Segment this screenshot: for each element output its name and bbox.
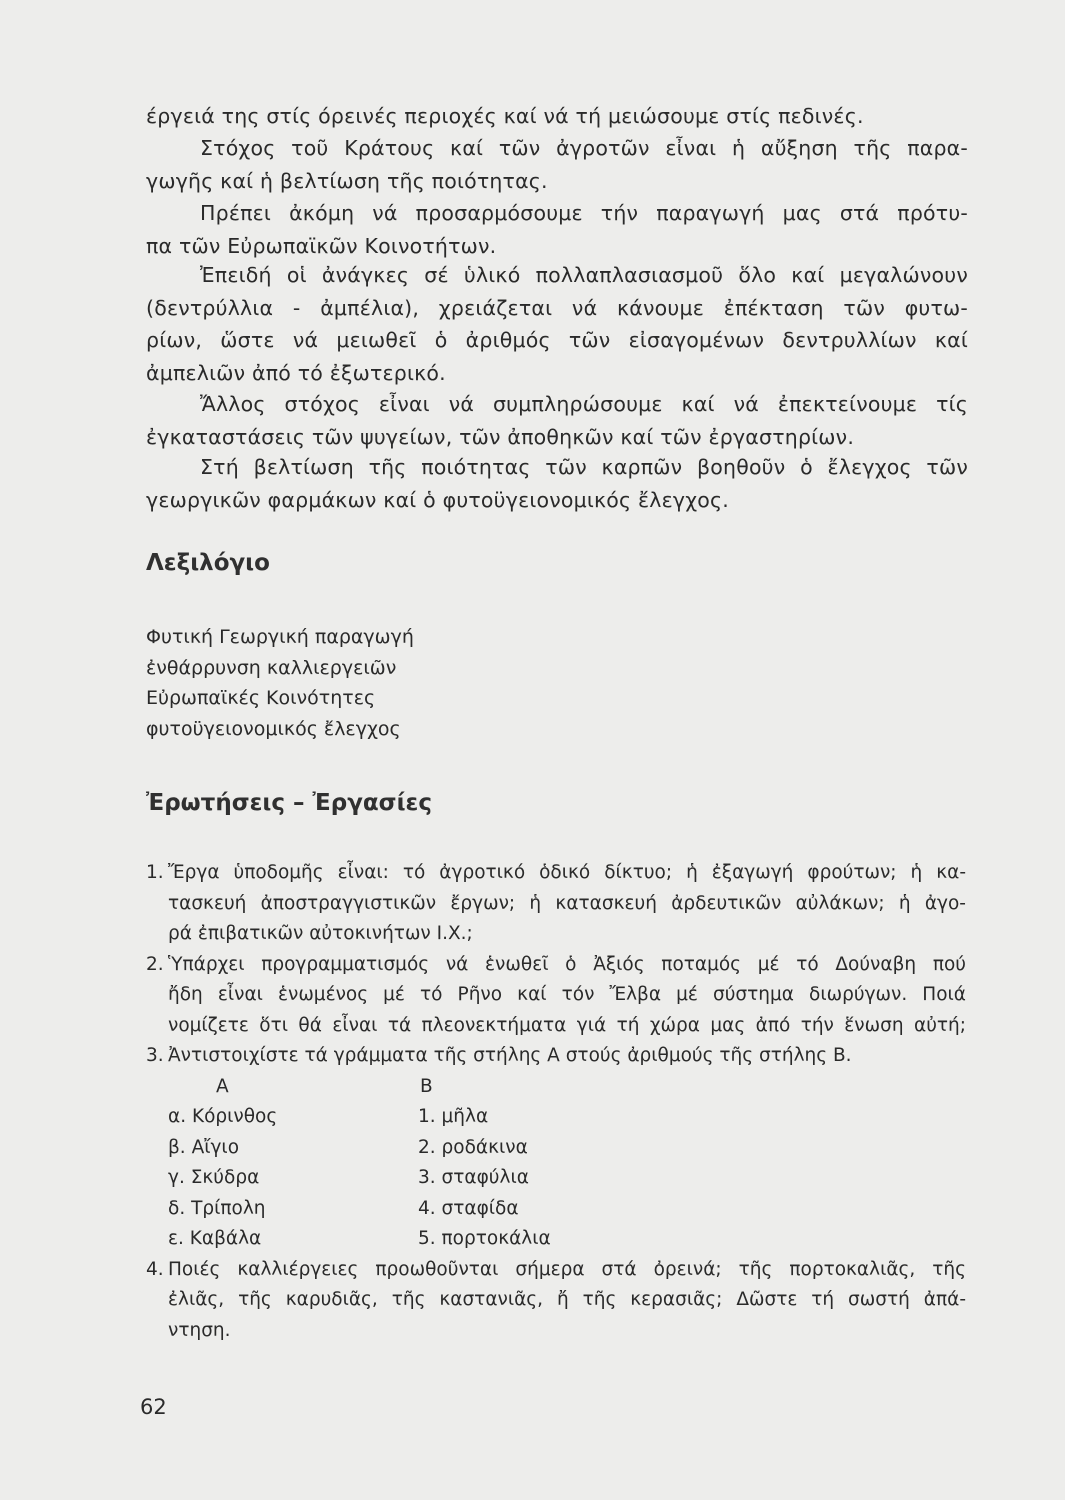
matching-row xyxy=(168,1133,966,1164)
paragraph-line: πα τῶν Εὐρωπαϊκῶν Κοινοτήτων. xyxy=(146,233,497,258)
vocabulary-item: Φυτική Γεωργική παραγωγή xyxy=(146,626,414,648)
paragraph-line: Στόχος τοῦ Κράτους καί τῶν ἀγροτῶν εἶναι ἡ αὔξηση τῆς παρα- xyxy=(200,136,968,160)
matching-exercise xyxy=(146,1072,966,1255)
question-item xyxy=(146,950,966,1042)
vocabulary-item: Εὐρωπαϊκές Κοινότητες xyxy=(146,687,376,709)
column-b-header: Β xyxy=(420,1075,433,1097)
column-b-item: 4. σταφίδα xyxy=(418,1197,519,1219)
column-a-item: α. Κόρινθος xyxy=(168,1106,278,1127)
question-line: Ὑπάρχει προγραμματισμός νά ἑνωθεῖ ὁ Ἀξιός ποταμός μέ τό Δούναβη πού xyxy=(168,953,966,975)
matching-row xyxy=(168,1163,966,1194)
questions-heading: Ἐρωτήσεις – Ἐργασίες xyxy=(146,790,432,816)
column-b-item: 2. ροδάκινα xyxy=(418,1136,528,1158)
vocabulary-heading: Λεξιλόγιο xyxy=(146,550,270,576)
paragraph-5 xyxy=(146,388,968,453)
paragraph-line: ἀμπελιῶν ἀπό τό ἐξωτερικό. xyxy=(146,360,446,385)
paragraph-6 xyxy=(146,451,968,516)
column-a-item: ε. Καβάλα xyxy=(168,1228,262,1249)
column-b-item: 1. μῆλα xyxy=(418,1106,489,1127)
column-b-item: 5. πορτοκάλια xyxy=(418,1228,551,1249)
question-item xyxy=(146,1041,966,1072)
question-line: ρά ἐπιβατικῶν αὐτοκινήτων Ι.Χ.; xyxy=(168,923,473,944)
matching-row xyxy=(168,1224,966,1255)
question-line: Ἀντιστοιχίστε τά γράμματα τῆς στήλης Α στούς ἀριθμούς τῆς στήλης Β. xyxy=(168,1045,852,1066)
matching-row xyxy=(168,1102,966,1133)
question-line: ντηση. xyxy=(168,1319,231,1341)
matching-row xyxy=(168,1194,966,1225)
question-line: ἤδη εἶναι ἑνωμένος μέ τό Ρῆνο καί τόν Ἔλβα μέ σύστημα διωρύγων. Ποιά xyxy=(168,984,966,1005)
paragraph-line: έργειά της στίς όρεινές περιοχές καί νά τή μειώσουμε στίς πεδινές. xyxy=(146,104,864,128)
paragraph-4 xyxy=(146,259,968,389)
question-line: ἐλιᾶς, τῆς καρυδιᾶς, τῆς καστανιᾶς, ἤ τῆς κερασιᾶς; Δῶστε τή σωστή ἀπά- xyxy=(168,1289,966,1310)
column-b-item: 3. σταφύλια xyxy=(418,1167,529,1188)
question-line: τασκευή ἀποστραγγιστικῶν ἔργων; ἡ κατασκευή ἀρδευτικῶν αὐλάκων; ἡ ἀγο- xyxy=(168,892,966,914)
paragraph-line: Στή βελτίωση τῆς ποιότητας τῶν καρπῶν βοηθοῦν ὁ ἔλεγχος τῶν xyxy=(200,455,968,479)
question-number: 4. xyxy=(146,1258,164,1280)
matching-table xyxy=(168,1072,966,1255)
paragraph-line: ρίων, ὥστε νά μειωθεῖ ὁ ἀριθμός τῶν εἰσαγομένων δεντρυλλίων καί xyxy=(146,328,968,352)
column-a-header: Α xyxy=(216,1075,229,1097)
paragraph-2 xyxy=(146,132,968,197)
column-a-item: γ. Σκύδρα xyxy=(168,1167,260,1188)
paragraph-line: γωγῆς καί ἡ βελτίωση τῆς ποιότητας. xyxy=(146,168,548,193)
paragraph-line: Πρέπει ἀκόμη νά προσαρμόσουμε τήν παραγωγή μας στά πρότυ- xyxy=(200,201,968,225)
vocabulary-item: φυτοϋγειονομικός ἔλεγχος xyxy=(146,717,401,740)
paragraph-line: Ἄλλος στόχος εἶναι νά συμπληρώσουμε καί νά ἐπεκτείνουμε τίς xyxy=(200,392,968,416)
paragraph-line: (δεντρύλλια - ἀμπέλια), χρειάζεται νά κάνουμε ἐπέκταση τῶν φυτω- xyxy=(146,295,968,320)
paragraph-line: ἐγκαταστάσεις τῶν ψυγείων, τῶν ἀποθηκῶν καί τῶν ἐργαστηρίων. xyxy=(146,424,855,449)
question-item xyxy=(146,1255,966,1347)
question-line: νομίζετε ὅτι θά εἶναι τά πλεονεκτήματα γιά τή χώρα μας ἀπό τήν ἕνωση αὐτή; xyxy=(168,1014,966,1036)
vocabulary-list xyxy=(146,622,414,744)
paragraph-line: Ἐπειδή οἱ ἀνάγκες σέ ὑλικό πολλαπλασιασμοῦ ὅλο καί μεγαλώνουν xyxy=(200,263,968,287)
paragraph-1 xyxy=(146,100,968,133)
column-a-item: δ. Τρίπολη xyxy=(168,1197,266,1219)
matching-header-row xyxy=(168,1072,966,1103)
question-number: 3. xyxy=(146,1045,164,1066)
question-line: Ποιές καλλιέργειες προωθοῦνται σήμερα στά ὀρεινά; τῆς πορτοκαλιᾶς, τῆς xyxy=(168,1258,966,1280)
paragraph-line: γεωργικῶν φαρμάκων καί ὁ φυτοϋγειονομικός ἔλεγχος. xyxy=(146,487,729,512)
vocabulary-item: ἐνθάρρυνση καλλιεργειῶν xyxy=(146,656,397,679)
paragraph-3 xyxy=(146,197,968,262)
question-number: 2. xyxy=(146,953,164,975)
column-a-item: β. Αἴγιο xyxy=(168,1136,240,1158)
page-number: 62 xyxy=(140,1395,167,1419)
question-number: 1. xyxy=(146,862,164,883)
questions-list xyxy=(146,858,966,1346)
question-line: Ἔργα ὑποδομῆς εἶναι: τό ἀγροτικό ὁδικό δίκτυο; ἡ ἐξαγωγή φρούτων; ἡ κα- xyxy=(168,862,966,883)
question-item xyxy=(146,858,966,950)
